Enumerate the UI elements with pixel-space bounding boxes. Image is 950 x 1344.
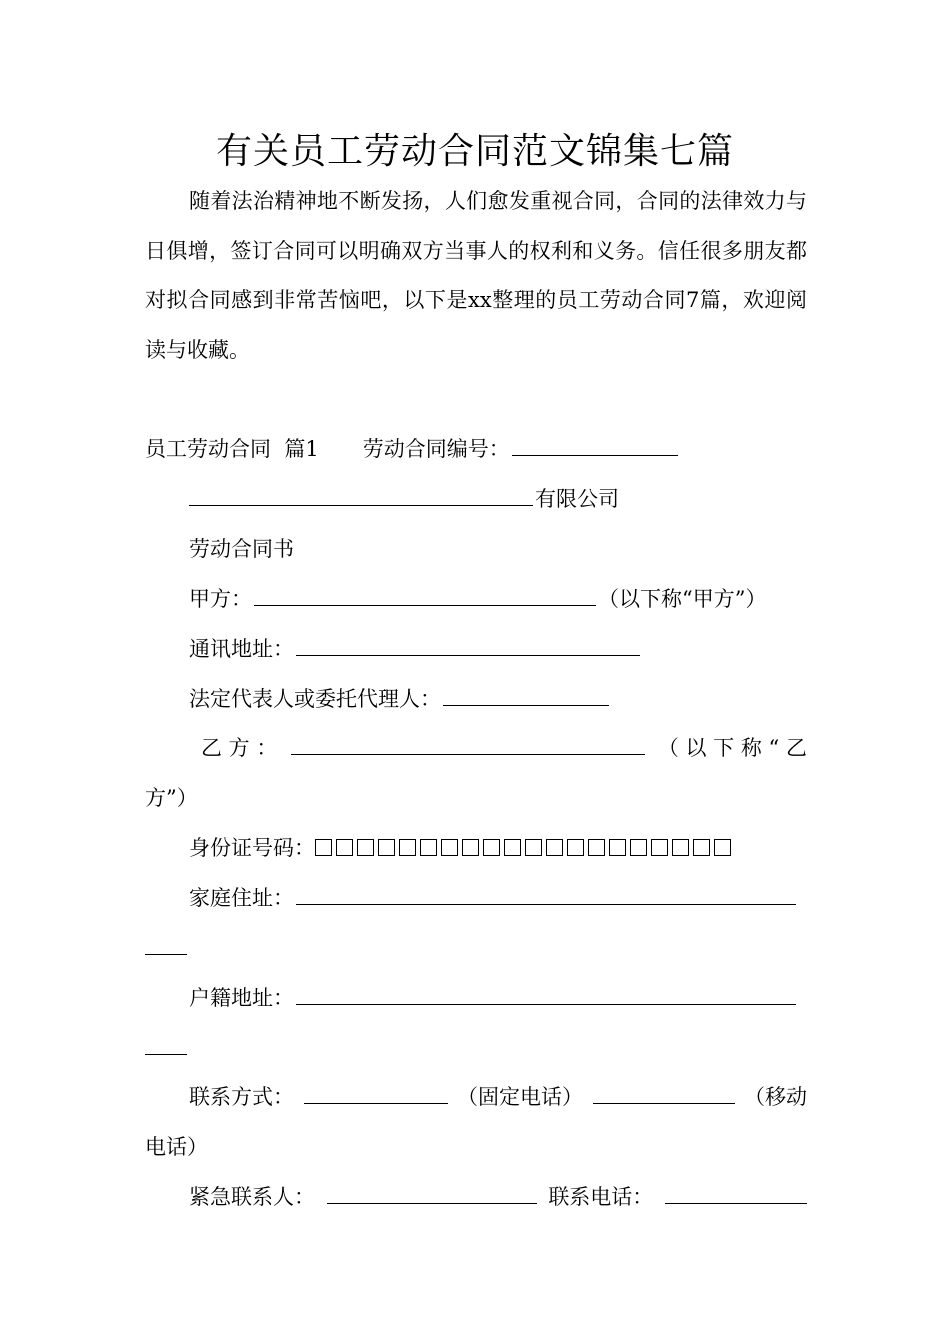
id-number-boxes — [315, 836, 735, 860]
id-box — [714, 839, 731, 856]
section-heading: 员工劳动合同 篇1 — [145, 437, 319, 461]
id-box — [609, 839, 626, 856]
home-address-label: 家庭住址： — [189, 886, 294, 910]
id-box — [399, 839, 416, 856]
party-b-note: （ 以 下 称 “ 乙 — [657, 736, 807, 760]
party-a-line — [189, 579, 807, 619]
party-a-label: 甲方： — [189, 587, 252, 611]
doc-subtitle: 劳动合同书 — [189, 537, 294, 561]
id-box — [462, 839, 479, 856]
representative-blank — [443, 679, 609, 706]
mobile-note-cont: 电话） — [145, 1135, 208, 1159]
emergency-phone-label: 联系电话： — [548, 1185, 654, 1209]
emergency-contact-blank — [327, 1177, 537, 1204]
address-line — [189, 629, 807, 669]
representative-line — [189, 679, 807, 719]
landline-note: （固定电话） — [457, 1085, 583, 1109]
emergency-contact-label: 紧急联系人： — [189, 1185, 315, 1209]
party-b-label: 乙 方 ： — [201, 736, 278, 760]
intro-paragraph: 随着法治精神地不断发扬，人们愈发重视合同，合同的法律效力与日俱增，签订合同可以明确双方当事人的权利和义务。信任很多朋友都对拟合同感到非常苦恼吧，以下是xx整理的员工劳动合同7篇，欢迎阅读与收藏。 — [145, 189, 807, 362]
id-box — [483, 839, 500, 856]
id-box — [588, 839, 605, 856]
address-blank — [296, 629, 640, 656]
home-address-line — [189, 878, 807, 918]
id-box — [693, 839, 710, 856]
home-address-blank — [296, 878, 796, 905]
emergency-contact-line — [189, 1177, 807, 1217]
company-line — [189, 479, 807, 519]
party-b-line — [189, 728, 807, 768]
contract-no-label: 劳动合同编号： — [362, 437, 510, 461]
hukou-address-blank — [296, 978, 796, 1005]
representative-label: 法定代表人或委托代理人： — [189, 687, 441, 711]
party-b-blank — [291, 728, 645, 755]
id-box — [357, 839, 374, 856]
doc-subtitle-line — [189, 529, 807, 569]
contact-line — [189, 1077, 807, 1117]
contract-heading-line — [145, 429, 807, 469]
party-a-note: （以下称“甲方”） — [598, 587, 767, 611]
hukou-address-cont-line — [145, 1028, 807, 1068]
mobile-note: （移动 — [744, 1085, 807, 1109]
mobile-note-cont-line — [145, 1127, 807, 1167]
mobile-blank — [593, 1077, 735, 1104]
hukou-address-label: 户籍地址： — [189, 986, 294, 1010]
id-box — [546, 839, 563, 856]
party-a-blank — [254, 579, 596, 606]
id-box — [336, 839, 353, 856]
address-label: 通讯地址： — [189, 637, 294, 661]
contract-no-blank — [512, 429, 678, 456]
id-box — [525, 839, 542, 856]
id-box — [672, 839, 689, 856]
hukou-address-blank-cont — [145, 1028, 187, 1055]
contact-label: 联系方式： — [189, 1085, 294, 1109]
landline-blank — [304, 1077, 448, 1104]
hukou-address-line — [189, 978, 807, 1018]
company-suffix: 有限公司 — [535, 487, 619, 511]
id-box — [567, 839, 584, 856]
id-number-line — [189, 828, 807, 868]
id-box — [630, 839, 647, 856]
company-name-blank — [189, 479, 533, 506]
emergency-phone-blank — [665, 1177, 807, 1204]
id-box — [651, 839, 668, 856]
id-number-label: 身份证号码： — [189, 836, 315, 860]
id-box — [420, 839, 437, 856]
document-title: 有关员工劳动合同范文锦集七篇 — [215, 131, 734, 172]
id-box — [315, 839, 332, 856]
home-address-blank-cont — [145, 928, 187, 955]
id-box — [441, 839, 458, 856]
party-b-note-cont: 方”） — [145, 786, 198, 810]
id-box — [504, 839, 521, 856]
party-b-note-cont-line — [145, 778, 807, 818]
id-box — [378, 839, 395, 856]
home-address-cont-line — [145, 928, 807, 968]
